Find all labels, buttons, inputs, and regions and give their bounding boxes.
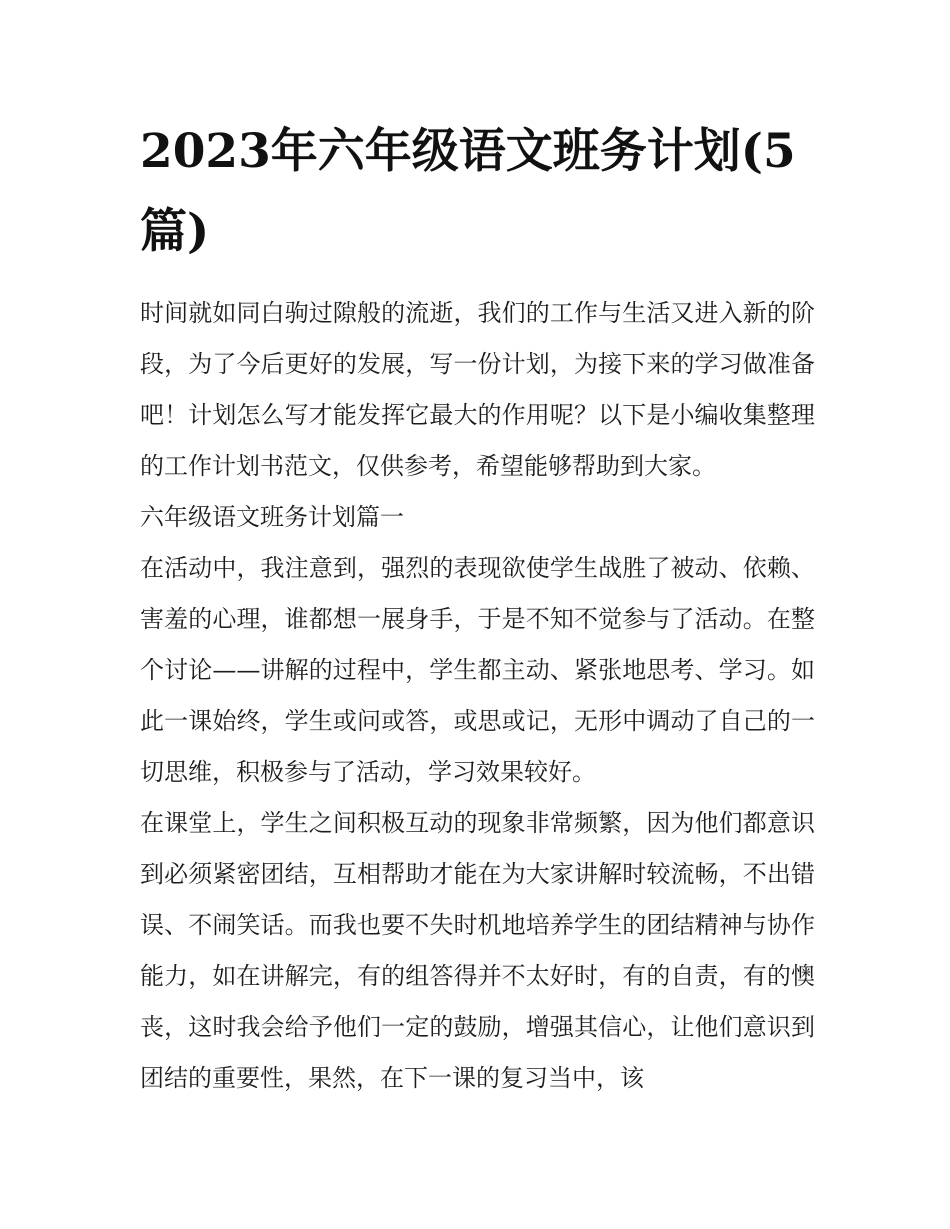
- document-title: 2023年六年级语文班务计划(5篇): [140, 124, 796, 259]
- intro-paragraph: 时间就如同白驹过隙般的流逝，我们的工作与生活又进入新的阶段，为了今后更好的发展，写一份计划，为接下来的学习做准备吧！计划怎么写才能发挥它最大的作用呢？以下是小编收集整理的工作计划书范文，仅供参考，希望能够帮助到大家。: [140, 299, 815, 480]
- section-heading: 六年级语文班务计划篇一: [140, 503, 404, 531]
- body-paragraph-1: 在活动中，我注意到，强烈的表现欲使学生战胜了被动、依赖、害羞的心理，谁都想一展身手，于是不知不觉参与了活动。在整个讨论——讲解的过程中，学生都主动、紧张地思考、学习。如此一课始终，学生或问或答，或思或记，无形中调动了自己的一切思维，积极参与了活动，学习效果较好。: [140, 554, 815, 786]
- document-body: [140, 288, 815, 1104]
- body-paragraph-2: 在课堂上，学生之间积极互动的现象非常频繁，因为他们都意识到必须紧密团结，互相帮助才能在为大家讲解时较流畅，不出错误、不闹笑话。而我也要不失时机地培养学生的团结精神与协作能力，如在讲解完，有的组答得并不太好时，有的自责，有的懊丧，这时我会给予他们一定的鼓励，增强其信心，让他们意识到团结的重要性，果然，在下一课的复习当中，该: [140, 809, 815, 1092]
- document-page: [140, 112, 815, 1104]
